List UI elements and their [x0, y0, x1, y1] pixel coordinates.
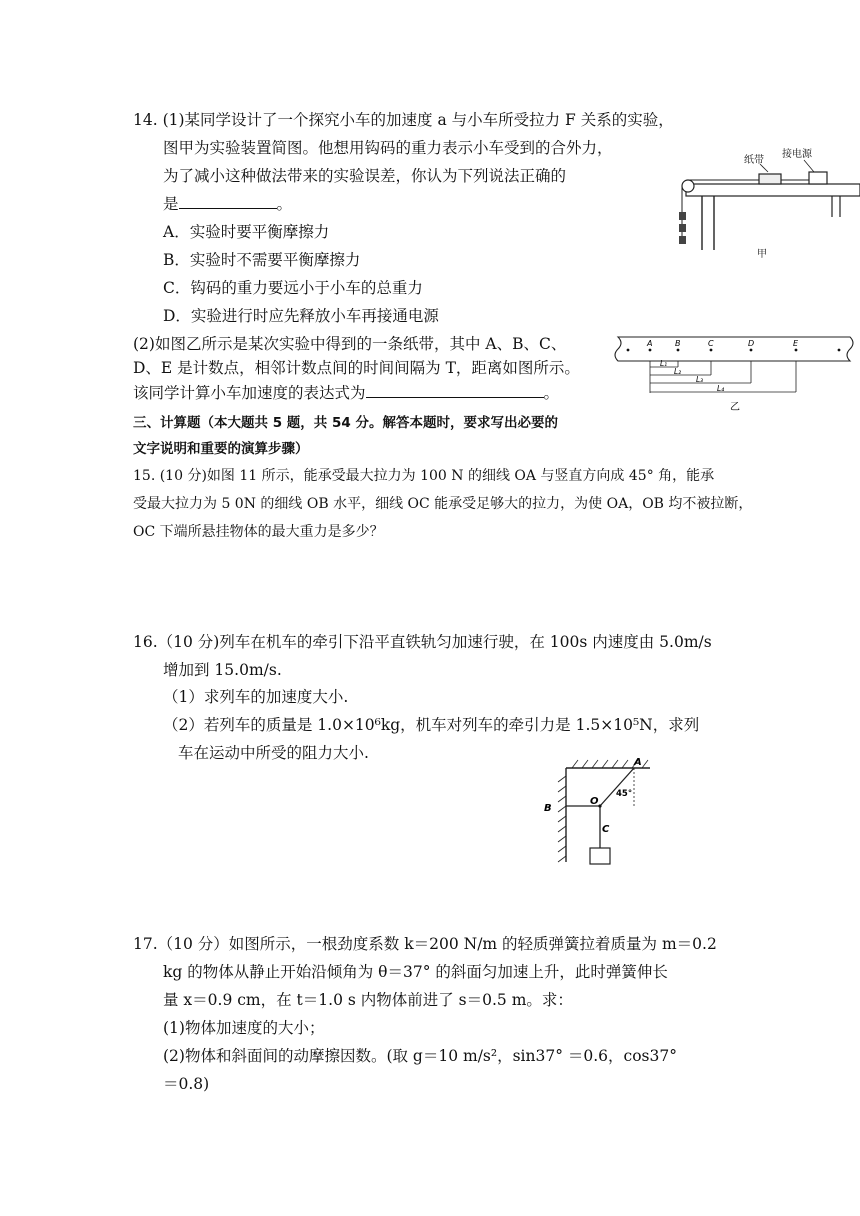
q15-line1: 15. (10 分)如图 11 所示，能承受最大拉力为 100 N 的细线 OA 与竖直方向成 45° 角，能承 — [133, 468, 715, 484]
fig-label-angle: 45° — [616, 789, 633, 799]
q16-sub1: （1）求列车的加速度大小. — [163, 688, 349, 706]
q16-line2: 增加到 15.0m/s. — [163, 661, 282, 679]
point-b: B — [675, 339, 681, 348]
q14-line3: 为了减小这种做法带来的实验误差，你认为下列说法正确的 — [163, 167, 567, 185]
length-l4: L₄ — [717, 384, 725, 393]
figure-q15 — [538, 756, 658, 866]
point-c: C — [708, 339, 714, 348]
point-a: A — [647, 339, 653, 348]
answer-blank — [179, 194, 277, 209]
q14-part2-line3 — [133, 383, 559, 403]
fig-label-c: C — [602, 824, 610, 835]
section3-heading-line1: 三、计算题（本大题共 5 题，共 54 分。解答本题时，要求写出必要的 — [133, 415, 558, 431]
q15-line3: OC 下端所悬挂物体的最大重力是多少？ — [133, 524, 384, 540]
q14-line4-suffix: 。 — [276, 195, 293, 213]
q14-option-d: D．实验进行时应先释放小车再接通电源 — [163, 307, 439, 325]
q14-option-c: C．钩码的重力要远小于小车的总重力 — [163, 279, 423, 297]
label-power: 接电源 — [782, 149, 812, 160]
q14-part2-line1: (2)如图乙所示是某次实验中得到的一条纸带，其中 A、B、C、 — [133, 335, 567, 353]
q15-line2: 受最大拉力为 5 0N 的细线 OB 水平，细线 OC 能承受足够大的拉力，为使 OA，OB 均不被拉断， — [133, 496, 753, 512]
label-tape: 纸带 — [744, 155, 764, 166]
q14-part2-suffix: 。 — [543, 384, 560, 402]
q14-line4 — [163, 194, 292, 214]
q14-line2: 图甲为实验装置简图。他想用钩码的重力表示小车受到的合外力， — [163, 139, 613, 157]
fig-label-o: O — [590, 796, 599, 807]
q16-sub2b: 车在运动中所受的阻力大小. — [178, 744, 369, 762]
length-l2: L₂ — [674, 367, 682, 376]
caption-yi: 乙 — [730, 402, 740, 413]
q14-line1: 14. (1)某同学设计了一个探究小车的加速度 a 与小车所受拉力 F 关系的实验， — [133, 111, 674, 129]
length-l1: L₁ — [660, 359, 668, 368]
figure-yi — [610, 335, 860, 415]
caption-jia: 甲 — [757, 249, 767, 260]
q17-line2: kg 的物体从静止开始沿倾角为 θ＝37° 的斜面匀加速上升，此时弹簧伸长 — [163, 963, 668, 981]
section3-heading-line2: 文字说明和重要的演算步骤） — [133, 441, 309, 457]
q17-sub1: (1)物体加速度的大小； — [163, 1019, 325, 1037]
q14-option-a: A．实验时要平衡摩擦力 — [163, 223, 330, 241]
q14-part2-line2: D、E 是计数点，相邻计数点间的时间间隔为 T，距离如图所示。 — [133, 359, 580, 377]
q14-option-b: B．实验时不需要平衡摩擦力 — [163, 251, 361, 269]
q14-part2-prefix: 该同学计算小车加速度的表达式为 — [133, 384, 366, 402]
point-d: D — [748, 339, 755, 348]
q17-sub2b: ＝0.8) — [163, 1075, 210, 1093]
q16-sub2a: （2）若列车的质量是 1.0×10⁶kg，机车对列车的牵引力是 1.5×10⁵N，求列 — [163, 716, 700, 734]
answer-blank — [366, 383, 544, 398]
length-l3: L₃ — [696, 375, 704, 384]
q17-line3: 量 x＝0.9 cm，在 t＝1.0 s 内物体前进了 s＝0.5 m。求： — [163, 991, 573, 1009]
fig-label-b: B — [544, 803, 552, 814]
q14-line4-prefix: 是 — [163, 195, 179, 213]
q16-line1: 16.（10 分)列车在机车的牵引下沿平直铁轨匀加速行驶，在 100s 内速度由 5.0m/s — [133, 633, 712, 651]
figure-jia — [664, 142, 860, 267]
point-e: E — [793, 339, 799, 348]
q17-sub2: (2)物体和斜面间的动摩擦因数。(取 g＝10 m/s²，sin37° ＝0.6，cos37° — [163, 1047, 677, 1065]
fig-label-a: A — [634, 757, 642, 768]
q17-line1: 17.（10 分）如图所示，一根劲度系数 k＝200 N/m 的轻质弹簧拉着质量为 m＝0.2 — [133, 935, 717, 953]
